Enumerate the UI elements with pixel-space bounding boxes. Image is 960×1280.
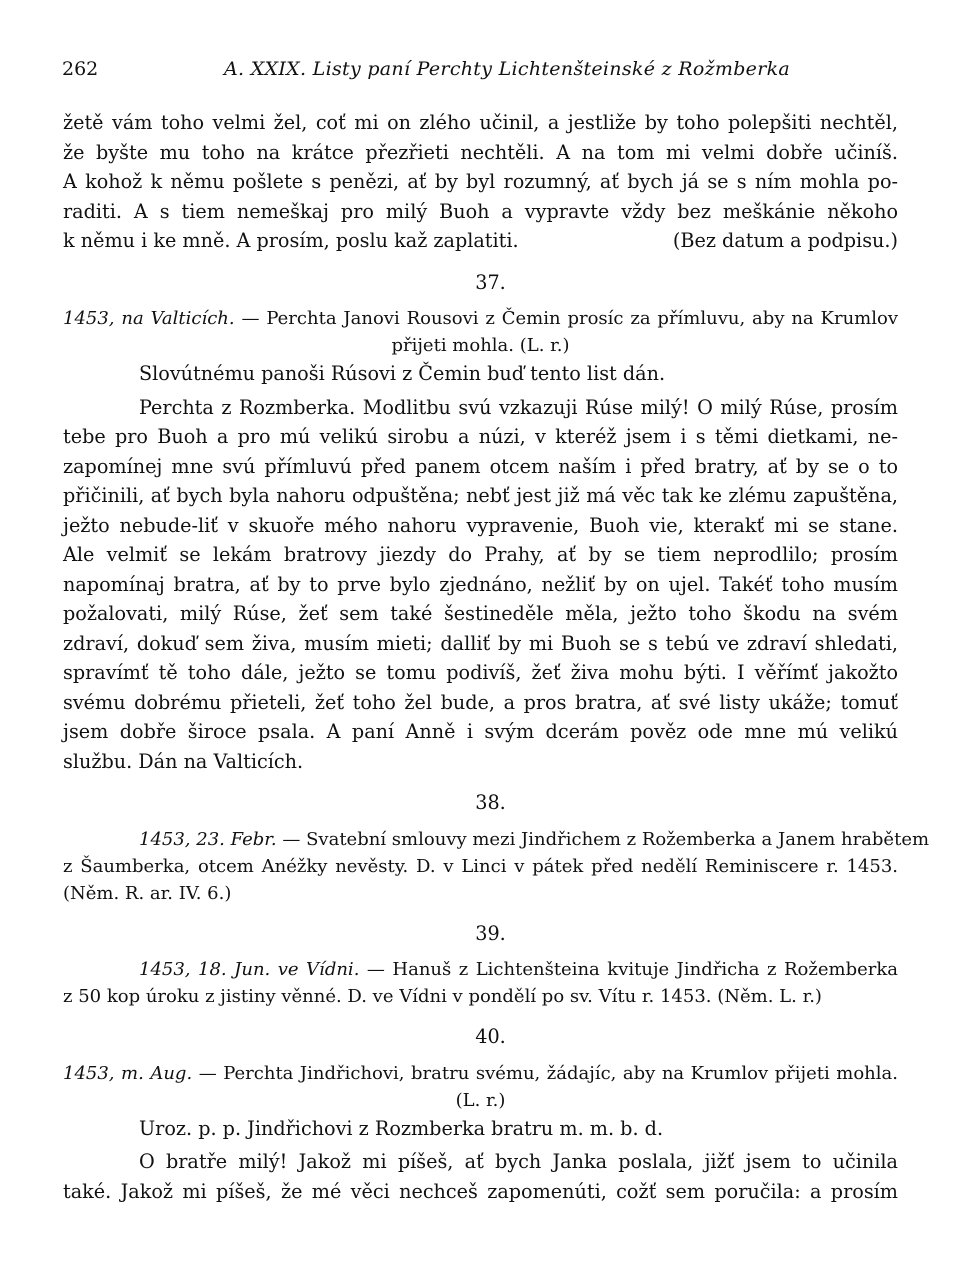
regest-text: — Svatební smlouvy mezi Jindřichem z Rožemberka a Janem hrabětem: [282, 828, 930, 850]
text-line: zdraví, dokuď sem živa, musím mieti; dalliť by mi Buoh se s tebú ve zdraví shledati,: [63, 631, 898, 655]
text-line: také. Jakož mi píšeš, že mé věci nechceš zapomenúti, cožť sem poručila: a prosím: [63, 1179, 898, 1203]
text-line: že byšte mu toho na krátce přezřieti nechtěli. A na tom mi velmi dobře učiníš.: [63, 140, 898, 164]
regest-text: — Perchta Jindřichovi, bratru svému, žádajíc, aby na Krumlov přijeti mohla.: [198, 1062, 898, 1084]
regest: [63, 1060, 898, 1114]
letter-number: 40.: [475, 1025, 506, 1048]
text-line: požalovati, milý Rúse, žeť sem také šestineděle měla, ježto toho škodu na svém: [63, 602, 898, 625]
text-line: A kohož k němu pošlete s penězi, ať by byl rozumný, ať bych já se s ním mohla po-: [63, 170, 898, 193]
regest-date: 1453, m. Aug.: [63, 1062, 193, 1084]
regest-date: 1453, 18. Jun. ve Vídni.: [139, 959, 360, 980]
regest-line: (L. r.): [455, 1089, 506, 1111]
text-line: žetě vám toho velmi žel, coť mi on zlého učinil, a jestliže by toho polepšiti nechtěl,: [63, 111, 898, 134]
letter-number: 39.: [475, 921, 506, 945]
letter-number: 37.: [475, 270, 506, 294]
text-line: napomínaj bratra, ať by to prve bylo zjednáno, nežliť by on ujel. Takéť toho musím: [63, 572, 898, 596]
text-line: svému dobrému přieteli, žeť toho žel bude, a pros bratra, ať své listy ukáže; tomuť: [63, 690, 898, 714]
regest-text: — Perchta Janovi Rousovi z Čemin prosíc za přímluvu, aby na Krumlov: [241, 308, 898, 329]
regest-line: z Šaumberka, otcem Anéžky nevěsty. D. v Linci v pátek před nedělí Reminiscere r. 1453.: [63, 855, 898, 877]
editorial-note: (Bez datum a podpisu.): [672, 229, 898, 252]
regest: [63, 956, 898, 1010]
regest-line: [63, 956, 898, 983]
letter-address: Slovútnému panoši Rúsovi z Čemin buď tento list dán.: [139, 362, 666, 385]
regest: [63, 826, 930, 907]
text-line: k němu i ke mně. A prosím, poslu kaž zaplatiti.: [63, 229, 519, 252]
text-line: Ale velmiť se lekám bratrovy jiezdy do Prahy, ať by se tiem neprodlilo; prosím: [63, 543, 898, 566]
page-number: 262: [62, 58, 99, 80]
page-body: [63, 108, 930, 1206]
signoff-row: [63, 226, 898, 256]
text-line: přičinili, ať bych byla nahoru odpuštěna; nebť jest již má věc tak ke zlému zapuštěna,: [63, 484, 898, 507]
running-head: [62, 58, 898, 88]
regest-line: [63, 826, 930, 853]
regest-text: — Hanuš z Lichtenšteina kvituje Jindřicha z Rožemberka: [366, 959, 898, 980]
text-line: tebe pro Buoh a pro mú velikú sirobu a núzi, v kteréž jsem i s těmi dietkami, ne-: [63, 425, 898, 448]
letter-number: 38.: [475, 791, 506, 814]
regest-line: přijeti mohla. (L. r.): [391, 335, 570, 356]
text-line: službu. Dán na Valticích.: [63, 749, 304, 773]
regest-line: z 50 kop úroku z jistiny věnné. D. ve Vídni v pondělí po sv. Vítu r. 1453. (Něm. L. r.): [63, 986, 822, 1007]
regest-date: 1453, 23. Febr.: [139, 828, 277, 850]
regest-line: [63, 305, 898, 332]
text-line: jsem dobře široce psala. A paní Anně i svým dcerám pověz ode mne mú velikú: [63, 720, 898, 743]
text-line: spravímť tě toho dále, ježto se tomu podivíš, žeť živa mohu býti. I věřímť jakožto: [63, 661, 898, 684]
text-line: raditi. A s tiem nemeškaj pro milý Buoh a vypravte vždy bez meškánie někoho: [63, 199, 898, 223]
regest-line: [63, 1060, 898, 1087]
running-title: A. XXIX. Listy paní Perchty Lichtenšteinské z Rožmberka: [224, 58, 791, 80]
text-line: ježto nebude-liť v skuoře mého nahoru vypravenie, Buoh vie, kterakť mi se stane.: [63, 513, 898, 537]
text-line: O bratře milý! Jakož mi píšeš, ať bych Janka poslala, jižť jsem to učinila: [139, 1150, 898, 1173]
letter-address: Uroz. p. p. Jindřichovi z Rozmberka bratru m. m. b. d.: [139, 1116, 664, 1140]
text-line: Perchta z Rozmberka. Modlitbu svú vzkazuji Rúse milý! O milý Rúse, prosím: [139, 395, 898, 419]
regest: [63, 305, 898, 359]
regest-date: 1453, na Valticích.: [63, 308, 235, 329]
text-line: zapomínej mne svú přímluvú před panem otcem naším i před bratry, ať by se o to: [63, 454, 898, 478]
regest-line: (Něm. R. ar. IV. 6.): [63, 882, 232, 904]
